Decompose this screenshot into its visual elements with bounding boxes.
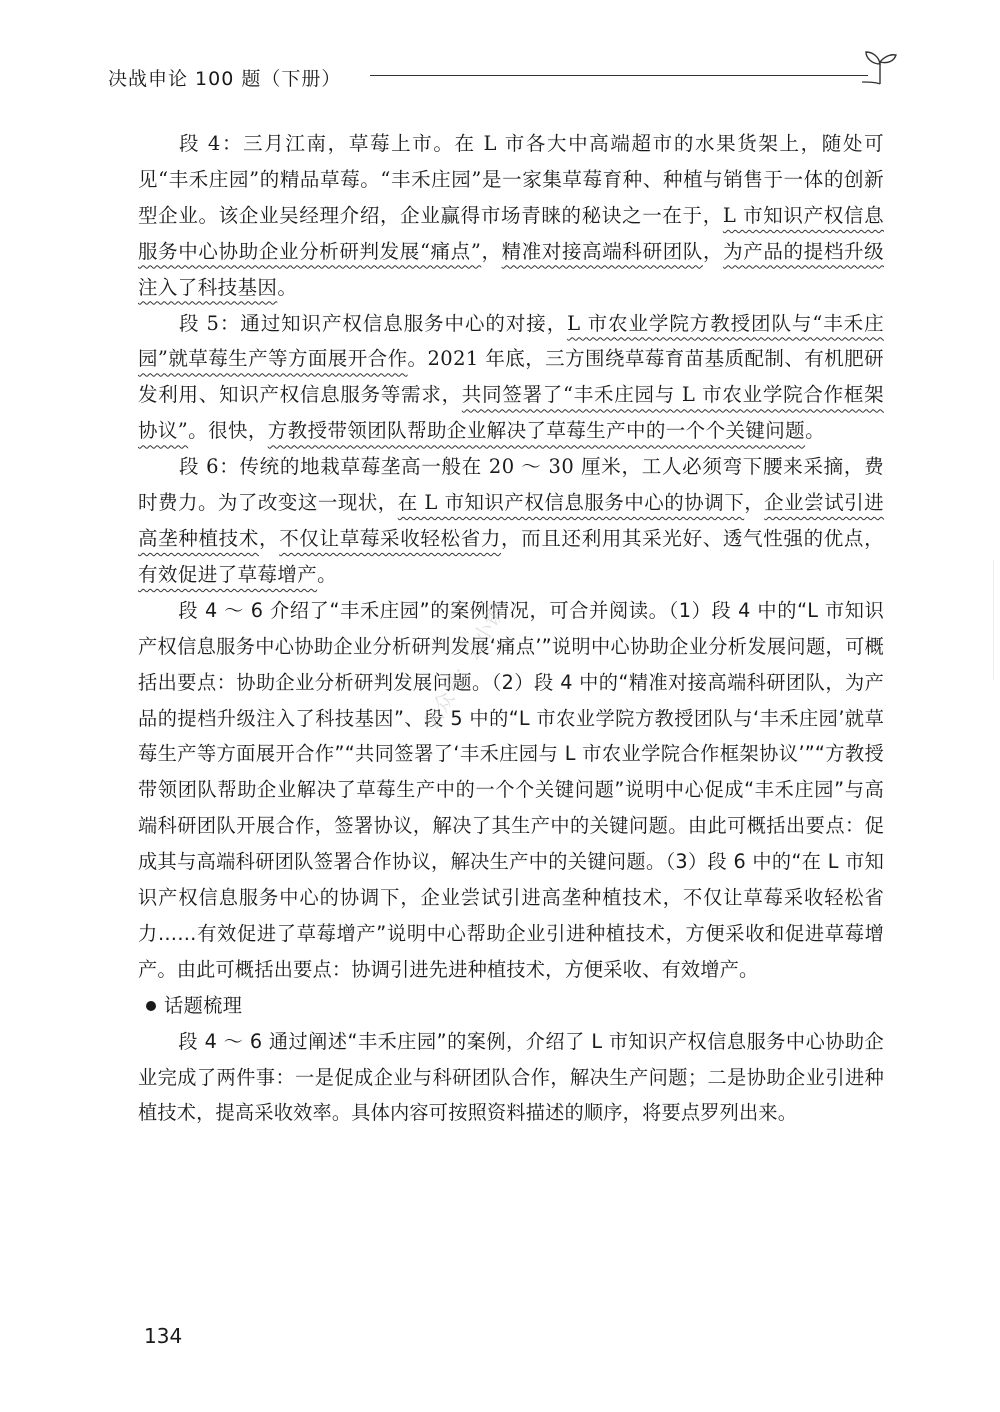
topic-paragraph: 段 4 ～ 6 通过阐述“丰禾庄园”的案例，介绍了 L 市知识产权信息服务中心协助企业完成了两件事：一是促成企业与科研团队合作，解决生产问题；二是协助企业引进种植技术，提高采收效率。具体内容可按照资料描述的顺序，将要点罗列出来。 xyxy=(138,1029,884,1125)
sprout-icon xyxy=(858,44,902,88)
running-header xyxy=(108,58,908,98)
margin-mark xyxy=(993,560,1000,680)
analysis-paragraph: 段 4 ～ 6 介绍了“丰禾庄园”的案例情况，可合并阅读。（1）段 4 中的“L 市知识产权信息服务中心协助企业分析研判发展‘痛点’”说明中心协助企业分析发展问题，可概括出要点：协助企业分析研判发展问题。（2）段 4 中的“精准对接高端科研团队，为产品的提档升级注入了科技基因”、段 5 中的“L 市农业学院方教授团队与‘丰禾庄园’就草莓生产等方面展开合作”“共同签署了‘丰禾庄园与 L 市农业学院合作框架协议’”“方教授带领团队帮助企业解决了草莓生产中的一个个关键问题”说明中心促成“丰禾庄园”与高端科研团队开展合作，签署协议，解决了其生产中的关键问题。由此可概括出要点：促成其与高端科研团队签署合作协议，解决生产中的关键问题。（3）段 6 中的“在 L 市知识产权信息服务中心的协调下，企业尝试引进高垄种植技术，不仅让草莓采收轻松省力……有效促进了草莓增产”说明中心帮助企业引进种植技术，方便采收和促进草莓增产。由此可概括出要点：协调引进先进种植技术，方便采收、有效增产。 xyxy=(138,598,885,981)
underlined-phrase: 有效促进了草莓增产 xyxy=(138,562,318,586)
bullet-icon xyxy=(146,1001,156,1011)
underlined-phrase: 企业尝试引进高垄种植技术 xyxy=(138,491,884,550)
topic-heading xyxy=(146,988,884,1024)
underlined-phrase: 精准对接高端科研团队 xyxy=(501,239,703,263)
book-title: 决战申论 100 题（下册） xyxy=(108,68,342,90)
underlined-phrase: L 市知识产权信息服务中心协助企业分析研判发展“痛点” xyxy=(138,203,884,263)
underlined-phrase: 共同签署了“丰禾庄园与 L 市农业学院合作框架协议” xyxy=(138,383,884,443)
paragraph-5: 段 5：通过知识产权信息服务中心的对接，L 市农业学院方教授团队与“丰禾庄园”就草莓生产等方面展开合作。2021 年底，三方围绕草莓育苗基质配制、有机肥研发利用、知识产权信息服务等需求，共同签署了“丰禾庄园与 L 市农业学院合作框架协议”。很快，方教授带领团队帮助企业解决了草莓生产中的一个个关键问题。 xyxy=(138,311,884,443)
underlined-phrase: L 市农业学院方教授团队与“丰禾庄园”就草莓生产等方面展开合作 xyxy=(138,311,884,371)
topic-heading-text: 话题梳理 xyxy=(164,993,243,1017)
paragraph-4: 段 4：三月江南，草莓上市。在 L 市各大中高端超市的水果货架上，随处可见“丰禾庄园”的精品草莓。“丰禾庄园”是一家集草莓育种、种植与销售于一体的创新型企业。该企业吴经理介绍，企业赢得市场青睐的秘诀之一在于，L 市知识产权信息服务中心协助企业分析研判发展“痛点”，精准对接高端科研团队，为产品的提档升级注入了科技基因。 xyxy=(138,132,884,299)
underlined-phrase: 在 L 市知识产权信息服务中心的协调下 xyxy=(397,491,745,515)
underlined-phrase: 方教授带领团队帮助企业解决了草莓生产中的一个个关键问题 xyxy=(267,419,806,443)
underlined-phrase: 为产品的提档升级注入了科技基因 xyxy=(138,239,884,299)
underlined-phrase: 不仅让草莓采收轻松省力 xyxy=(279,526,502,550)
watermark: 公众号：公小镇 xyxy=(418,600,510,734)
page-body xyxy=(138,126,884,1131)
header-rule xyxy=(370,75,868,76)
paragraph-6: 段 6：传统的地栽草莓垄高一般在 20 ～ 30 厘米，工人必须弯下腰来采摘，费时费力。为了改变这一现状，在 L 市知识产权信息服务中心的协调下，企业尝试引进高垄种植技术，不仅让草莓采收轻松省力，而且还利用其采光好、透气性强的优点，有效促进了草莓增产。 xyxy=(138,455,884,586)
page-number: 134 xyxy=(144,1324,183,1348)
